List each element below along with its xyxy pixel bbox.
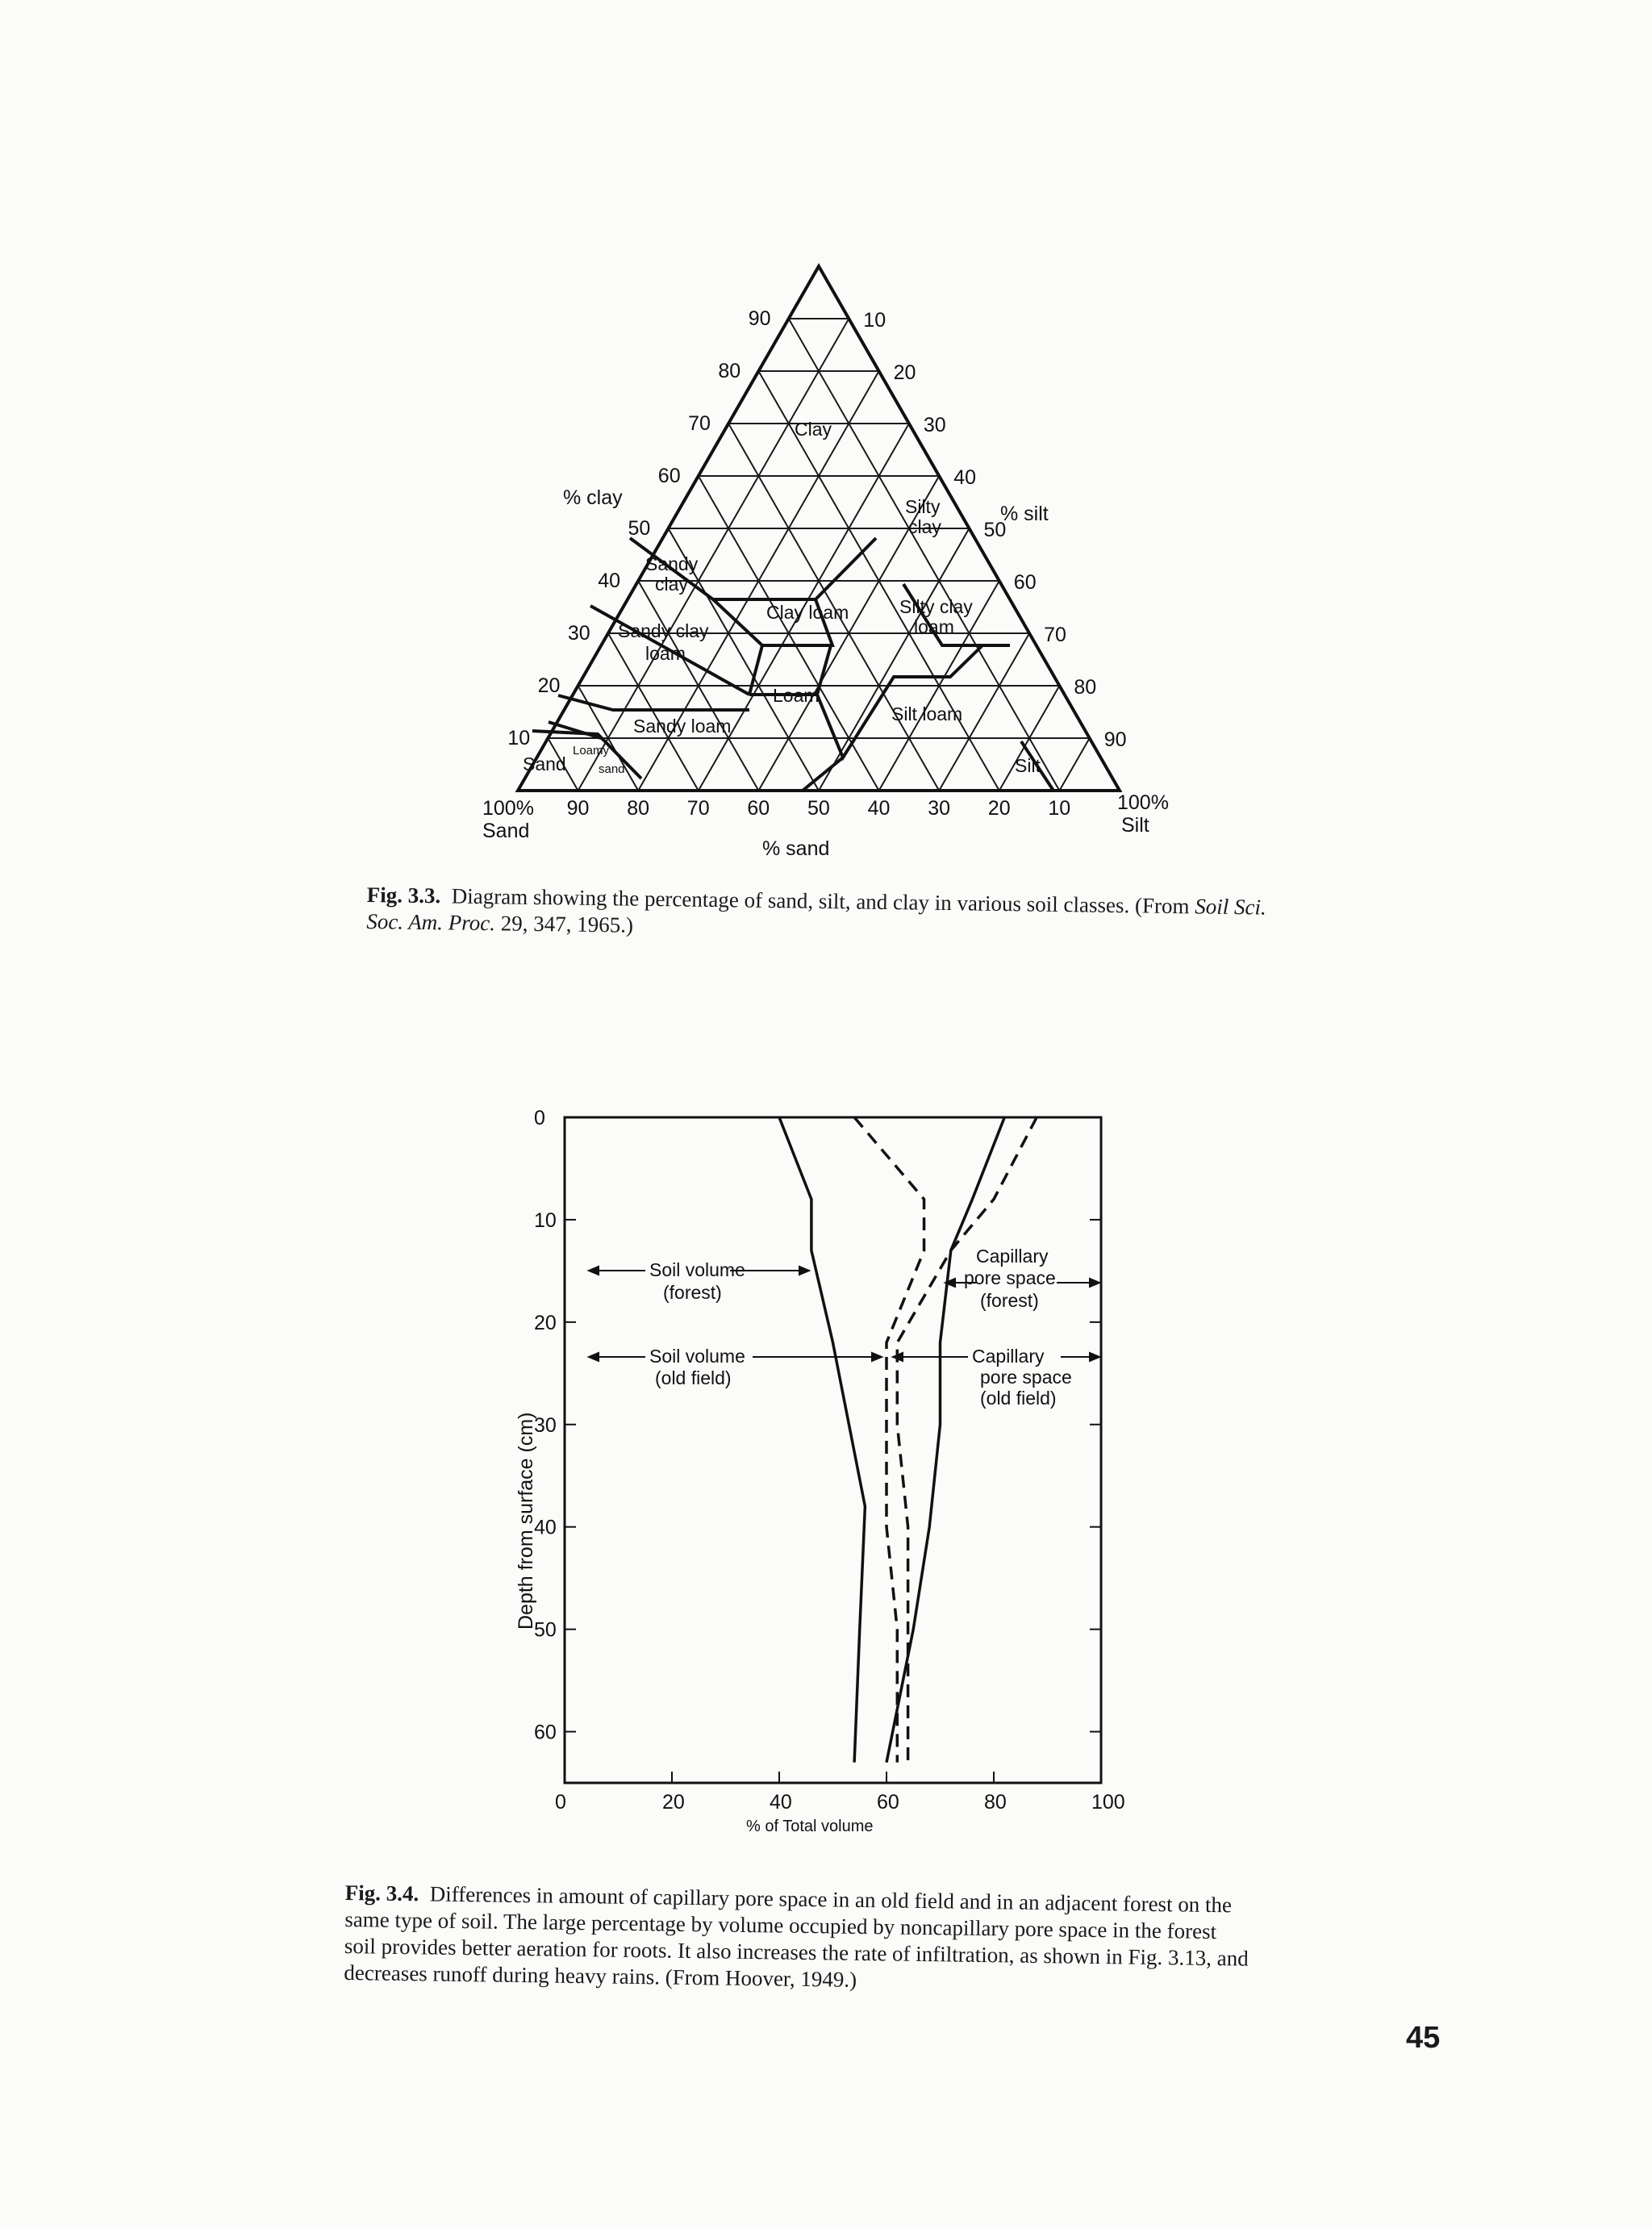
figure-3-3-caption: Fig. 3.3. Diagram showing the percentage of sand, silt, and clay in various soil classes. (From Soil Sci. Soc. Am. Proc. 29, 347, 1965.) xyxy=(366,882,1266,937)
class-silty-clay-1: Silty xyxy=(905,496,941,517)
class-clay-loam: Clay loam xyxy=(766,602,849,623)
clay-tick-label: 40 xyxy=(598,570,621,592)
series-line-3 xyxy=(854,1117,924,1763)
silt-tick-label: 80 xyxy=(1074,676,1097,699)
silt-tick-label: 40 xyxy=(953,466,977,489)
silt-axis-label: % silt xyxy=(1000,503,1049,525)
sand-tick-label: 60 xyxy=(747,797,770,820)
clay-tick-label: 80 xyxy=(718,360,741,382)
y-tick-label: 0 xyxy=(534,1107,545,1129)
annotation-cap-forest-3: (forest) xyxy=(980,1290,1039,1311)
class-sand: Sand xyxy=(523,753,566,774)
silt-axis-ticks xyxy=(863,309,1126,751)
grid-line-silt xyxy=(1059,738,1089,791)
annotation-cap-forest-2: pore space xyxy=(964,1267,1056,1288)
chart-ticks xyxy=(534,1107,1125,1814)
soil-texture-triangle xyxy=(0,0,1652,887)
class-sandy-clay-loam-1: Sandy clay xyxy=(618,620,709,641)
clay-tick-label: 90 xyxy=(748,307,771,330)
x-tick-label: 80 xyxy=(984,1791,1007,1814)
silt-tick-label: 90 xyxy=(1103,728,1127,751)
clay-tick-label: 10 xyxy=(507,727,531,749)
sand-tick-label: 80 xyxy=(627,797,650,820)
silt-tick-label: 60 xyxy=(1013,571,1037,594)
sand-tick-label: 50 xyxy=(807,797,830,820)
silt-tick-label: 50 xyxy=(983,519,1007,541)
sand-tick-label: 20 xyxy=(987,797,1011,820)
class-sandy-clay-1: Sandy xyxy=(645,553,699,574)
clay-tick-label: 60 xyxy=(657,465,681,487)
silt-tick-label: 70 xyxy=(1044,624,1066,646)
y-tick-label: 20 xyxy=(534,1311,557,1334)
annotation-cap-forest-1: Capillary xyxy=(976,1246,1049,1267)
corner-silt-label: Silt xyxy=(1121,814,1149,837)
x-tick-label: 20 xyxy=(662,1791,685,1814)
y-tick-label: 30 xyxy=(534,1413,557,1437)
figure-3-4-caption: Fig. 3.4. Differences in amount of capillary pore space in an old field and in an adjacent forest on the same type of soil. The large percentage by volume occupied by noncapillary pore space in the forest soil provides better aeration for roots. It also increases the rate of infiltration, as shown in Fig. 3.13, and decreases runoff during heavy rains. (From Hoover, 1949.) xyxy=(344,1880,1249,1992)
clay-tick-label: 20 xyxy=(537,674,561,697)
annotation-cap-old-1: Capillary xyxy=(972,1346,1045,1367)
pore-space-depth-chart xyxy=(0,1065,1652,1872)
annotation-cap-old-3: (old field) xyxy=(980,1388,1057,1409)
class-silty-clay-2: clay xyxy=(908,516,941,537)
sand-tick-label: 30 xyxy=(928,797,951,820)
class-sandy-loam: Sandy loam xyxy=(633,716,732,737)
sand-tick-label: 70 xyxy=(686,797,710,820)
x-tick-label: 0 xyxy=(555,1791,566,1814)
class-loam: Loam xyxy=(773,685,820,706)
x-tick-label: 40 xyxy=(770,1791,792,1814)
series-line-2 xyxy=(886,1117,1004,1763)
class-sandy-clay-2: clay xyxy=(655,574,688,595)
x-tick-label: 100 xyxy=(1091,1791,1125,1814)
corner-silt-pct: 100% xyxy=(1117,791,1169,814)
class-silty-clay-loam-2: loam xyxy=(914,616,954,637)
sand-tick-label: 90 xyxy=(566,797,590,820)
annotation-soil-old-2: (old field) xyxy=(655,1367,732,1388)
sand-tick-label: 40 xyxy=(867,797,891,820)
annotation-cap-old-2: pore space xyxy=(980,1367,1072,1388)
class-sandy-clay-loam-2: loam xyxy=(645,643,686,664)
y-tick-label: 10 xyxy=(534,1208,557,1232)
y-tick-label: 40 xyxy=(534,1516,557,1539)
class-loamy-sand-1: Loamy xyxy=(573,744,610,758)
clay-tick-label: 30 xyxy=(567,622,590,645)
x-tick-label: 60 xyxy=(877,1791,899,1814)
y-tick-label: 60 xyxy=(534,1721,557,1744)
x-axis-label: % of Total volume xyxy=(746,1818,874,1835)
annotation-soil-forest-1: Soil volume xyxy=(649,1259,745,1280)
page-number: 45 xyxy=(1406,2021,1441,2055)
class-clay: Clay xyxy=(795,419,832,440)
corner-sand-label: Sand xyxy=(482,820,530,842)
chart-series xyxy=(779,1117,1037,1763)
sand-axis-ticks xyxy=(567,797,1071,820)
silt-tick-label: 10 xyxy=(863,309,886,332)
corner-sand-pct: 100% xyxy=(482,797,534,820)
class-silt: Silt xyxy=(1015,755,1041,776)
sand-axis-label: % sand xyxy=(762,837,830,860)
silt-tick-label: 20 xyxy=(893,361,916,384)
y-tick-label: 50 xyxy=(534,1618,557,1642)
y-axis-label: Depth from surface (cm) xyxy=(515,1412,537,1630)
class-loamy-sand-2: sand xyxy=(599,762,625,776)
class-silty-clay-loam-1: Silty clay xyxy=(899,596,973,617)
clay-tick-label: 50 xyxy=(628,517,651,540)
clay-tick-label: 70 xyxy=(688,412,711,435)
triangle-grid xyxy=(548,319,1089,791)
class-silt-loam: Silt loam xyxy=(891,703,963,724)
silt-tick-label: 30 xyxy=(923,414,946,436)
annotation-soil-forest-2: (forest) xyxy=(663,1282,722,1303)
sand-tick-label: 10 xyxy=(1048,797,1071,820)
series-line-1 xyxy=(779,1117,865,1763)
annotation-soil-old-1: Soil volume xyxy=(649,1346,745,1367)
chart-frame xyxy=(565,1117,1101,1783)
clay-axis-label: % clay xyxy=(563,486,623,509)
